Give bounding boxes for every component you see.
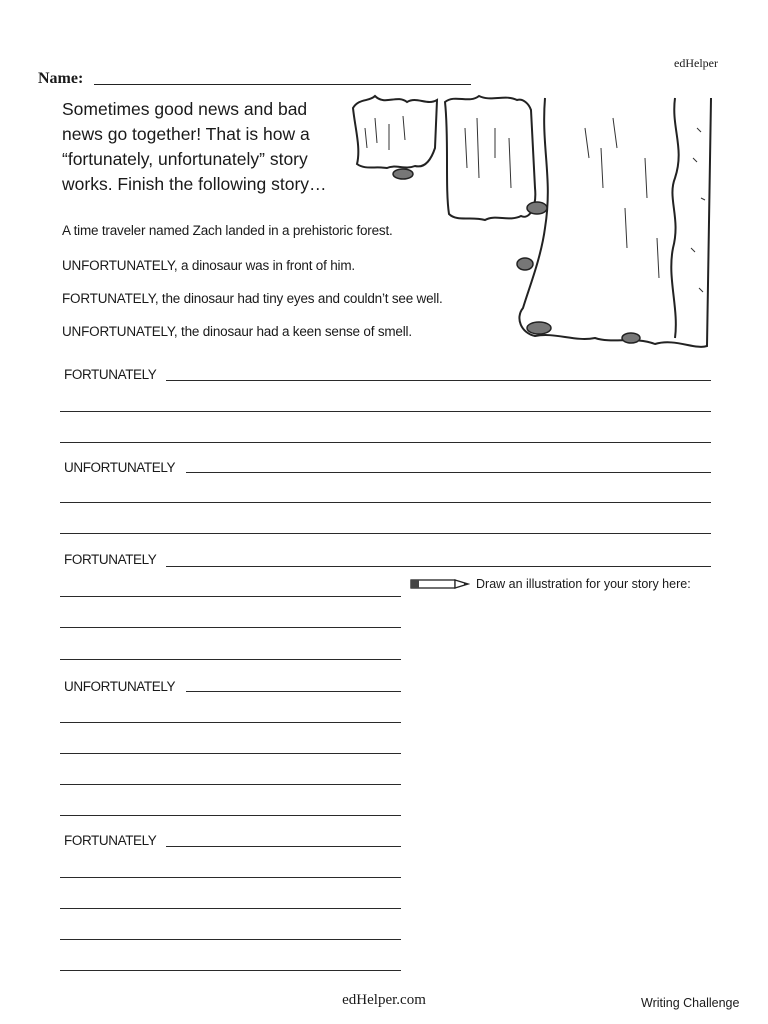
story-lead: UNFORTUNATELY — [62, 324, 174, 339]
prompt-label: UNFORTUNATELY — [64, 460, 176, 475]
answer-line[interactable] — [60, 502, 711, 503]
intro-text — [62, 97, 352, 197]
answer-line[interactable] — [60, 877, 401, 878]
intro-line: works. Finish the following story… — [62, 174, 327, 194]
answer-line[interactable] — [166, 380, 711, 381]
name-field-line[interactable] — [94, 84, 471, 85]
answer-line[interactable] — [60, 627, 401, 628]
story-lead: FORTUNATELY — [62, 291, 155, 306]
story-text: A time traveler named Zach landed in a prehistoric forest. — [62, 223, 393, 238]
pencil-icon — [410, 577, 470, 591]
story-text: , the dinosaur had a keen sense of smell. — [173, 324, 412, 339]
answer-line[interactable] — [60, 533, 711, 534]
intro-line: “fortunately, unfortunately” story — [62, 149, 308, 169]
answer-line[interactable] — [60, 939, 401, 940]
illustration-prompt — [410, 577, 691, 591]
prompt-label: UNFORTUNATELY — [64, 679, 176, 694]
answer-line[interactable] — [60, 596, 401, 597]
answer-line[interactable] — [60, 908, 401, 909]
name-label: Name: — [38, 70, 84, 87]
story-text: , the dinosaur had tiny eyes and couldn’t see well. — [154, 291, 443, 306]
story-text: , a dinosaur was in front of him. — [173, 258, 355, 273]
story-lead: UNFORTUNATELY — [62, 258, 174, 273]
prompt-label: FORTUNATELY — [64, 833, 157, 848]
answer-line[interactable] — [60, 442, 711, 443]
answer-line[interactable] — [60, 970, 401, 971]
answer-line[interactable] — [186, 472, 711, 473]
intro-line: news go together! That is how a — [62, 124, 310, 144]
answer-line[interactable] — [166, 566, 711, 567]
answer-line[interactable] — [60, 722, 401, 723]
answer-line[interactable] — [186, 691, 401, 692]
prompt-label: FORTUNATELY — [64, 367, 157, 382]
answer-line[interactable] — [60, 784, 401, 785]
footer-label: Writing Challenge — [641, 996, 740, 1010]
forest-illustration — [345, 88, 713, 368]
story-line — [62, 258, 355, 273]
brand-header: edHelper — [674, 56, 718, 70]
answer-line[interactable] — [60, 659, 401, 660]
answer-line[interactable] — [60, 753, 401, 754]
intro-line: Sometimes good news and bad — [62, 99, 308, 119]
answer-line[interactable] — [166, 846, 401, 847]
illustration-prompt-text: Draw an illustration for your story here: — [476, 577, 691, 591]
prompt-label: FORTUNATELY — [64, 552, 157, 567]
story-line — [62, 223, 393, 238]
answer-line[interactable] — [60, 815, 401, 816]
answer-line[interactable] — [60, 411, 711, 412]
footer-site: edHelper.com — [342, 992, 426, 1008]
